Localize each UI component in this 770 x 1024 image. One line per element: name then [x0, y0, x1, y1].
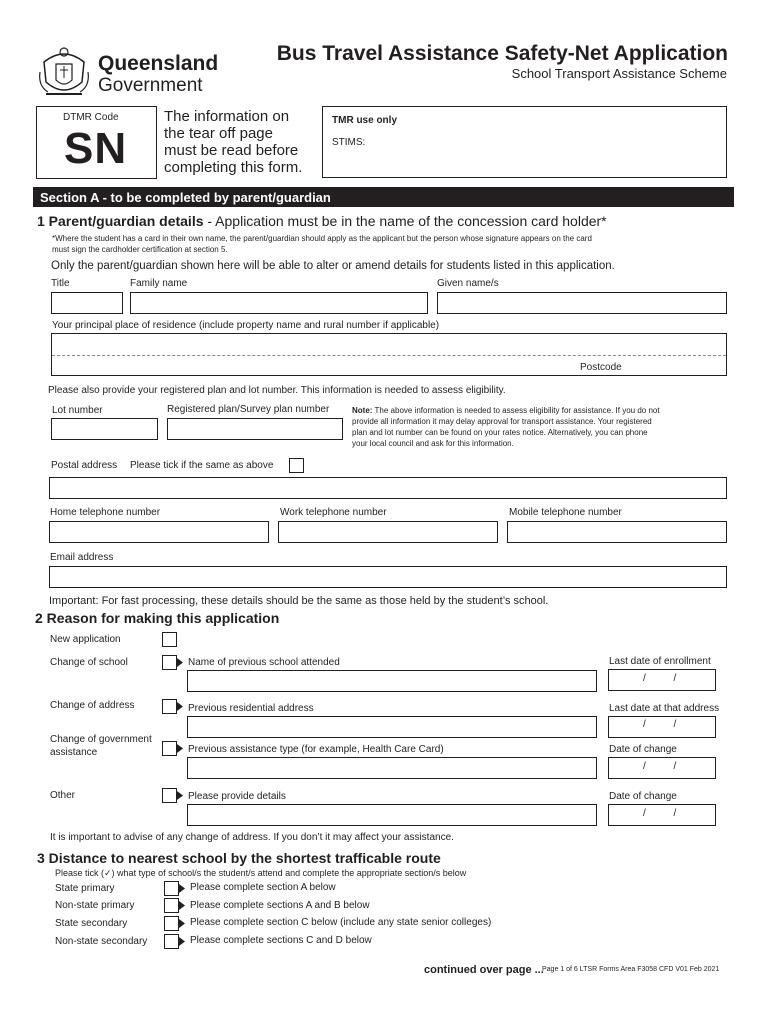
- q3-tick-note: Please tick (✓) what type of school/s the student/s attend and complete the appropriate section/s below: [55, 868, 467, 878]
- date-change-sep: / /: [643, 761, 677, 772]
- change-address-label: Change of address: [50, 700, 135, 711]
- last-address-date-label: Last date at that address: [609, 703, 720, 714]
- other-checkbox[interactable]: [162, 788, 184, 803]
- instruction-state-primary: Please complete section A below: [190, 882, 336, 893]
- home-phone-input[interactable]: [49, 521, 269, 543]
- stims-label: STIMS:: [332, 137, 366, 148]
- date-change-label: Date of change: [609, 744, 677, 755]
- provide-details-input[interactable]: [187, 804, 597, 826]
- title-label: Title: [51, 278, 70, 289]
- family-name-label: Family name: [130, 278, 188, 289]
- change-gov-checkbox[interactable]: [162, 741, 184, 756]
- plan-note: Please also provide your registered plan and lot number. This information is needed to assess eligibility.: [48, 385, 506, 396]
- form-subtitle: School Transport Assistance Scheme: [511, 66, 727, 81]
- state-secondary-checkbox[interactable]: [164, 916, 186, 931]
- q1-footnote-1: *Where the student has a card in their own name, the parent/guardian should apply as the applicant but the person whose signature appears on the card: [52, 234, 592, 243]
- same-as-above-label: Please tick if the same as above: [130, 460, 274, 471]
- lot-number-input[interactable]: [51, 418, 158, 440]
- footer-meta: Page 1 of 6 LTSR Forms Area F3058 CFD V01 Feb 2021: [542, 966, 720, 973]
- q1-footnote-2: must sign the cardholder certification at section 5.: [52, 245, 228, 254]
- q1-heading: 1 Parent/guardian details - Application must be in the name of the concession card holder*: [37, 213, 607, 229]
- prev-assist-input[interactable]: [187, 757, 597, 779]
- prev-school-input[interactable]: [187, 670, 597, 692]
- title-input[interactable]: [51, 292, 123, 314]
- tear-off-notice: The information on the tear off page must be read before completing this form.: [164, 108, 303, 176]
- dtmr-code-label: DTMR Code: [63, 112, 119, 123]
- family-name-input[interactable]: [130, 292, 428, 314]
- residence-label: Your principal place of residence (include property name and rural number if applicable): [52, 320, 440, 331]
- lot-number-label: Lot number: [52, 405, 103, 416]
- mobile-phone-label: Mobile telephone number: [509, 507, 622, 518]
- form-title: Bus Travel Assistance Safety-Net Application: [276, 42, 728, 65]
- change-school-checkbox[interactable]: [162, 655, 184, 670]
- important-note: Important: For fast processing, these details should be the same as those held by the student’s school.: [49, 595, 549, 607]
- q3-heading: 3 Distance to nearest school by the shortest trafficable route: [37, 850, 441, 866]
- last-address-date-sep: / /: [643, 719, 677, 730]
- residence-divider: [52, 355, 726, 356]
- prev-assist-label: Previous assistance type (for example, Health Care Card): [188, 744, 444, 755]
- advise-note: It is important to advise of any change of address. If you don’t it may affect your assistance.: [50, 832, 454, 843]
- instruction-nonstate-primary: Please complete sections A and B below: [190, 900, 370, 911]
- date-change2-label: Date of change: [609, 791, 677, 802]
- nonstate-primary-checkbox[interactable]: [164, 898, 186, 913]
- prev-school-label: Name of previous school attended: [188, 657, 340, 668]
- email-input[interactable]: [49, 566, 727, 588]
- registered-plan-label: Registered plan/Survey plan number: [167, 404, 330, 415]
- instruction-nonstate-secondary: Please complete sections C and D below: [190, 935, 372, 946]
- given-names-label: Given name/s: [437, 278, 499, 289]
- provide-details-label: Please provide details: [188, 791, 286, 802]
- school-type-nonstate-primary: Non-state primary: [55, 900, 135, 911]
- org-name-line1: Queensland: [98, 52, 219, 75]
- same-as-above-checkbox[interactable]: [289, 458, 304, 473]
- tmr-use-title: TMR use only: [332, 115, 398, 126]
- new-application-checkbox[interactable]: [162, 632, 177, 647]
- qld-crest-logo: [36, 42, 92, 100]
- last-enrolment-label: Last date of enrollment: [609, 656, 711, 667]
- plan-note-block: Note: The above information is needed to assess eligibility for assistance. If you do not provide all information it may delay approval for transport assistance. Your registered plan and lot number can be found on your rates notice. Alternatively, you can phone your local council and ask for this information.: [352, 406, 660, 448]
- change-gov-label-1: Change of government: [50, 734, 152, 745]
- change-address-checkbox[interactable]: [162, 699, 184, 714]
- registered-plan-input[interactable]: [167, 418, 343, 440]
- org-name-line2: Government: [98, 75, 203, 96]
- postal-address-label: Postal address: [51, 460, 118, 471]
- change-school-label: Change of school: [50, 657, 128, 668]
- other-label: Other: [50, 790, 76, 801]
- section-a-heading: Section A - to be completed by parent/guardian: [40, 190, 331, 205]
- school-type-state-primary: State primary: [55, 883, 115, 894]
- given-names-input[interactable]: [437, 292, 727, 314]
- q1-only-note: Only the parent/guardian shown here will be able to alter or amend details for students listed in this application.: [51, 260, 615, 272]
- work-phone-input[interactable]: [278, 521, 498, 543]
- home-phone-label: Home telephone number: [50, 507, 161, 518]
- work-phone-label: Work telephone number: [280, 507, 387, 518]
- postal-address-input[interactable]: [49, 477, 727, 499]
- dtmr-code-value: SN: [64, 124, 128, 173]
- q2-heading: 2 Reason for making this application: [35, 610, 280, 626]
- new-application-label: New application: [50, 634, 121, 645]
- last-enrolment-date-sep: / /: [643, 673, 677, 684]
- date-change2-sep: / /: [643, 808, 677, 819]
- mobile-phone-input[interactable]: [507, 521, 727, 543]
- prev-address-input[interactable]: [187, 716, 597, 738]
- prev-address-label: Previous residential address: [188, 703, 314, 714]
- continued-over-page: continued over page ...: [424, 964, 544, 976]
- nonstate-secondary-checkbox[interactable]: [164, 934, 186, 949]
- school-type-nonstate-secondary: Non-state secondary: [55, 936, 148, 947]
- state-primary-checkbox[interactable]: [164, 881, 186, 896]
- school-type-state-secondary: State secondary: [55, 918, 128, 929]
- email-label: Email address: [50, 552, 114, 563]
- change-gov-label-2: assistance: [50, 747, 98, 758]
- instruction-state-secondary: Please complete section C below (include any state senior colleges): [190, 917, 492, 928]
- postcode-label: Postcode: [580, 362, 622, 373]
